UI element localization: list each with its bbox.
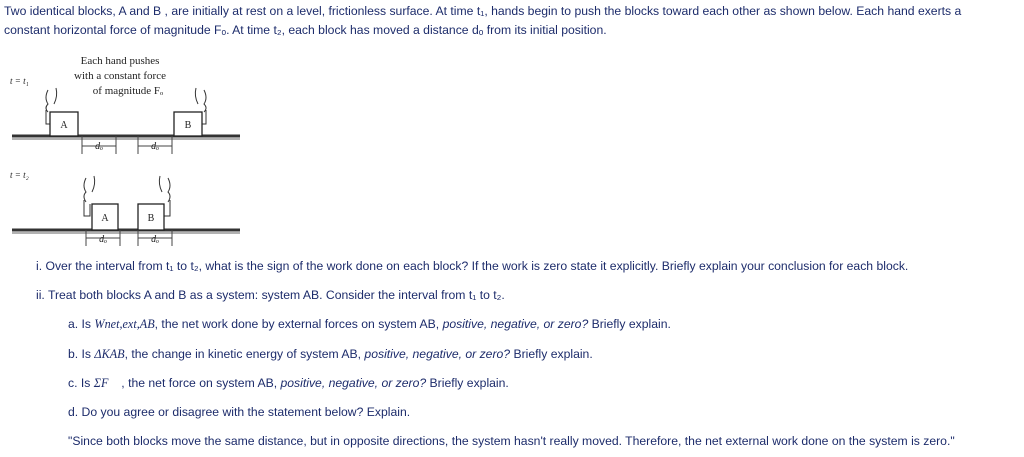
problem-intro xyxy=(4,2,1020,40)
question-a xyxy=(68,317,671,332)
intro-line-2: constant horizontal force of magnitude Fₒ. At time t₂, each block has moved a distance dₒ from its initial position. xyxy=(4,23,607,37)
question-d: d. Do you agree or disagree with the statement below? Explain. xyxy=(68,405,411,419)
question-c-suffix: , the net force on system AB, xyxy=(117,376,281,390)
question-b-suffix: , the change in kinetic energy of system AB, xyxy=(124,347,365,361)
question-a-symbol: Wnet,ext,AB xyxy=(94,317,155,331)
distance-label-bottom-left: dₒ xyxy=(99,234,107,245)
question-b-options: positive, negative, or zero? xyxy=(364,347,511,361)
intro-line-1: Two identical blocks, A and B , are initially at rest on a level, frictionless surface. At time t₁, hands begin to push the blocks toward each other as shown below. Each hand exerts a xyxy=(4,4,962,18)
figure-caption-line-3: of magnitude Fₒ xyxy=(92,85,164,97)
block-a-bottom-label: A xyxy=(101,213,109,224)
question-c-explain: Briefly explain. xyxy=(426,376,509,390)
question-a-options: positive, negative, or zero? xyxy=(442,317,589,331)
figure-caption-line-2: with a constant force xyxy=(74,70,166,82)
question-i: i. Over the interval from t₁ to t₂, what is the sign of the work done on each block? If the work is zero state it explicitly. Briefly explain your conclusion for each block. xyxy=(36,259,909,273)
block-b-top-label: B xyxy=(184,120,192,131)
question-c-options: positive, negative, or zero? xyxy=(280,376,427,390)
time-label-t1: t = t₁ xyxy=(10,76,29,86)
question-b-explain: Briefly explain. xyxy=(510,347,593,361)
question-b-prefix: b. Is xyxy=(68,347,95,361)
question-a-prefix: a. Is xyxy=(68,317,95,331)
question-c-prefix: c. Is xyxy=(68,376,94,390)
time-label-t2: t = t₂ xyxy=(10,170,29,180)
question-ii: ii. Treat both blocks A and B as a system: system AB. Consider the interval from t₁ to t₂. xyxy=(36,288,505,302)
distance-label-bottom-right: dₒ xyxy=(151,234,159,245)
distance-label-top-right: dₒ xyxy=(151,141,159,152)
question-b-symbol: ΔKAB xyxy=(94,347,125,361)
question-a-suffix: , the net work done by external forces on system AB, xyxy=(154,317,443,331)
question-c-symbol: ΣF⃗ xyxy=(93,376,118,390)
blocks-figure xyxy=(8,50,248,250)
question-a-explain: Briefly explain. xyxy=(588,317,671,331)
block-b-bottom-label: B xyxy=(147,213,155,224)
question-b xyxy=(68,347,593,362)
statement-quote: "Since both blocks move the same distance, but in opposite directions, the system hasn't really moved. Therefore, the net external work done on the system is zero." xyxy=(68,434,955,448)
question-c xyxy=(68,376,509,391)
block-a-top-label: A xyxy=(60,120,68,131)
figure-caption-line-1: Each hand pushes xyxy=(80,55,160,67)
distance-label-top-left: dₒ xyxy=(95,141,103,152)
